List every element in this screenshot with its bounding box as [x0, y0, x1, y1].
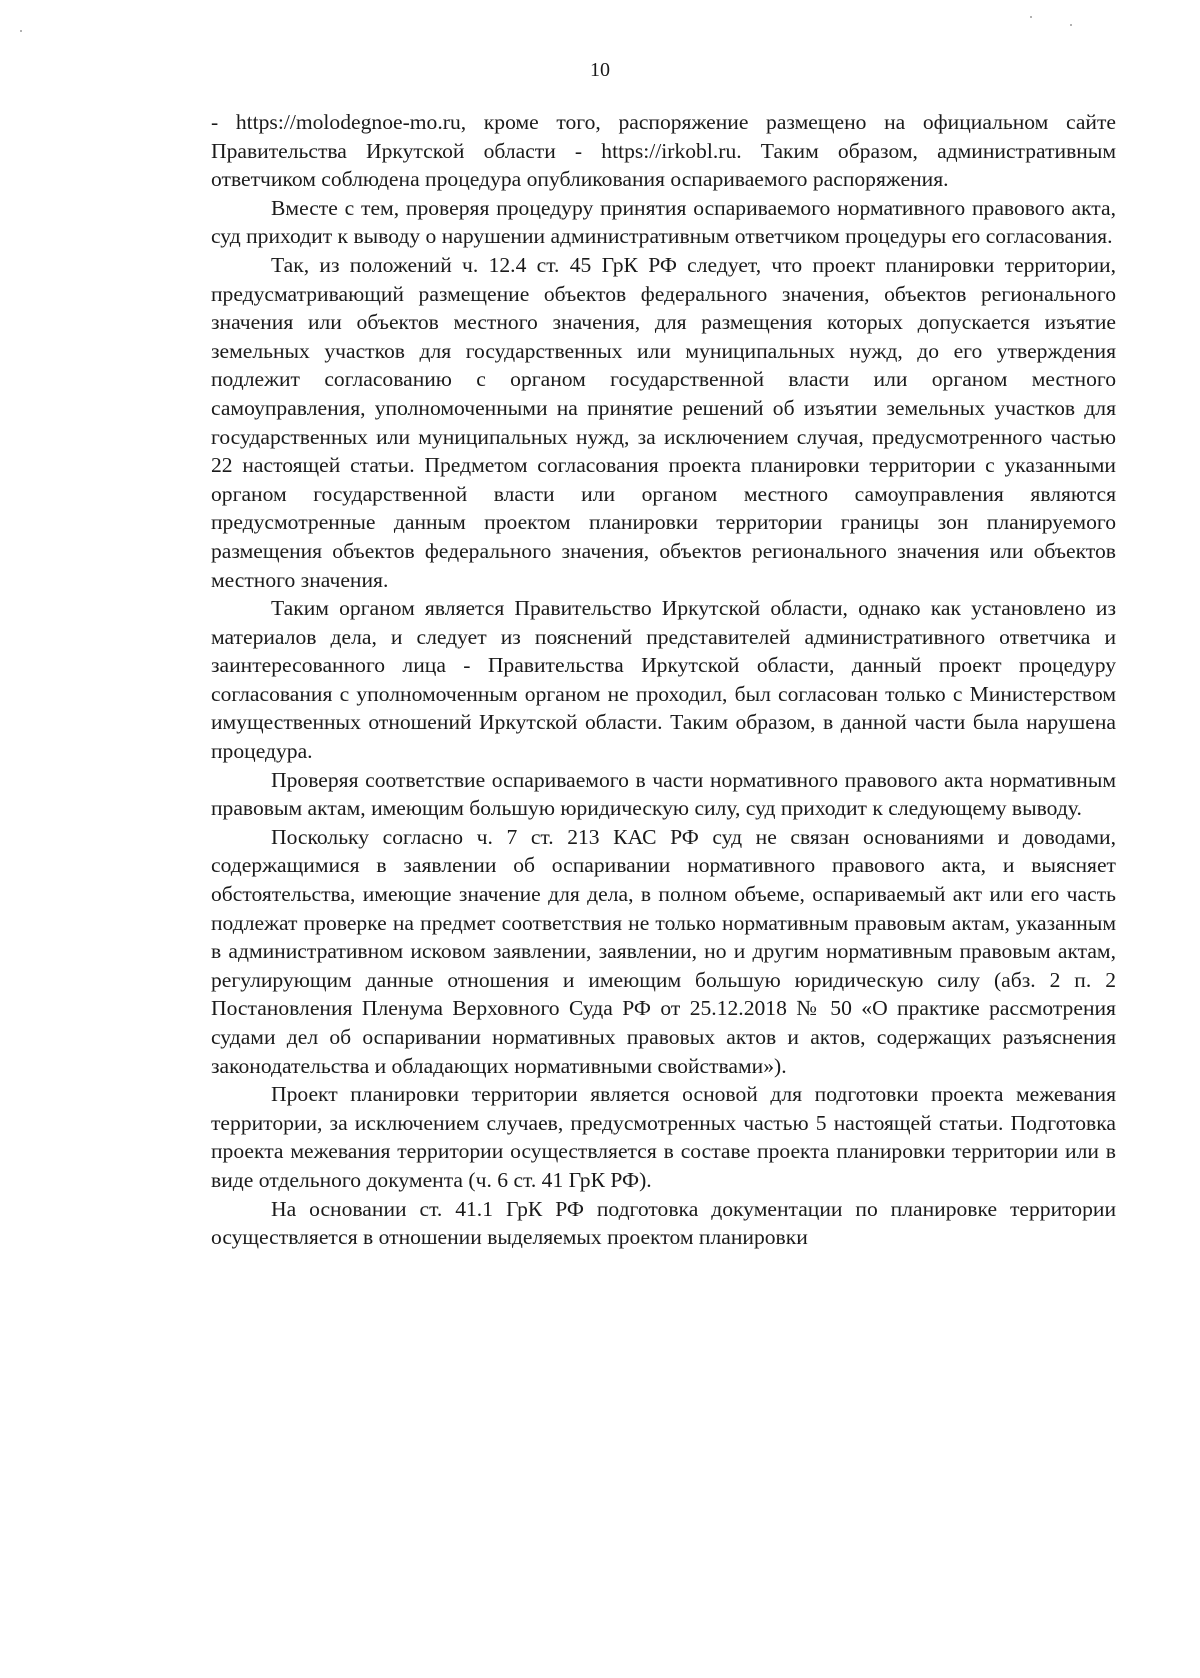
- paragraph-grk-41-1: На основании ст. 41.1 ГрК РФ подготовка документации по планировке территории осуществляется в отношении выделяемых проектом планировки: [211, 1196, 1116, 1250]
- scan-speck: [20, 30, 22, 32]
- paragraph-planning-project: Проект планировки территории является основой для подготовки проекта межевания территории, за исключением случаев, предусмотренных частью 5 настоящей статьи. Подготовка проекта межевания территории осуществляется в составе проекта планировки территории или в виде отдельного документа (ч. 6 ст. 41 ГрК РФ).: [211, 1082, 1116, 1192]
- paragraph-conformity: Проверяя соответствие оспариваемого в части нормативного правового акта нормативным правовым актам, имеющим большую юридическую силу, суд приходит к следующему выводу.: [211, 767, 1116, 821]
- page-number: 10: [590, 59, 610, 81]
- paragraph-government: Таким органом является Правительство Иркутской области, однако как установлено из материалов дела, и следует из пояснений представителей административного ответчика и заинтересованного лица - Правительства Иркутской области, данный проект процедуру согласования с уполномоченным органом не проходил, был согласован только с Министерством имущественных отношений Иркутской области. Таким образом, в данной части была нарушена процедура.: [211, 596, 1116, 764]
- paragraph-publication: - https://molodegnoe-mo.ru, кроме того, распоряжение размещено на официальном сайте Правительства Иркутской области - https://irkobl.ru. Таким образом, административным ответчиком соблюдена процедура опубликования оспариваемого распоряжения.: [211, 110, 1116, 192]
- document-body: [211, 108, 1116, 1252]
- paragraph-procedure: Вместе с тем, проверяя процедуру принятия оспариваемого нормативного правового акта, суд приходит к выводу о нарушении административным ответчиком процедуры его согласования.: [211, 195, 1116, 249]
- paragraph-kas-213: Поскольку согласно ч. 7 ст. 213 КАС РФ суд не связан основаниями и доводами, содержащимися в заявлении об оспаривании нормативного правового акта, и выясняет обстоятельства, имеющие значение для дела, в полном объеме, оспариваемый акт или его часть подлежат проверке на предмет соответствия не только нормативным правовым актам, указанным в административном исковом заявлении, заявлении, но и другим нормативным правовым актам, регулирующим данные отношения и имеющим большую юридическую силу (абз. 2 п. 2 Постановления Пленума Верховного Суда РФ от 25.12.2018 № 50 «О практике рассмотрения судами дел об оспаривании нормативных правовых актов и актов, содержащих разъяснения законодательства и обладающих нормативными свойствами»).: [211, 824, 1116, 1078]
- paragraph-grk-45: Так, из положений ч. 12.4 ст. 45 ГрК РФ следует, что проект планировки территории, предусматривающий размещение объектов федерального значения, объектов регионального значения или объектов местного значения, для размещения которых допускается изъятие земельных участков для государственных или муниципальных нужд, до его утверждения подлежит согласованию с органом государственной власти или органом местного самоуправления, уполномоченными на принятие решений об изъятии земельных участков для государственных или муниципальных нужд, за исключением случая, предусмотренного частью 22 настоящей статьи. Предметом согласования проекта планировки территории с указанными органом государственной власти или органом местного самоуправления являются предусмотренные данным проектом планировки территории границы зон планируемого размещения объектов федерального значения, объектов регионального значения или объектов местного значения.: [211, 252, 1116, 592]
- scan-speck: [1030, 16, 1032, 18]
- scan-speck: [1070, 24, 1072, 26]
